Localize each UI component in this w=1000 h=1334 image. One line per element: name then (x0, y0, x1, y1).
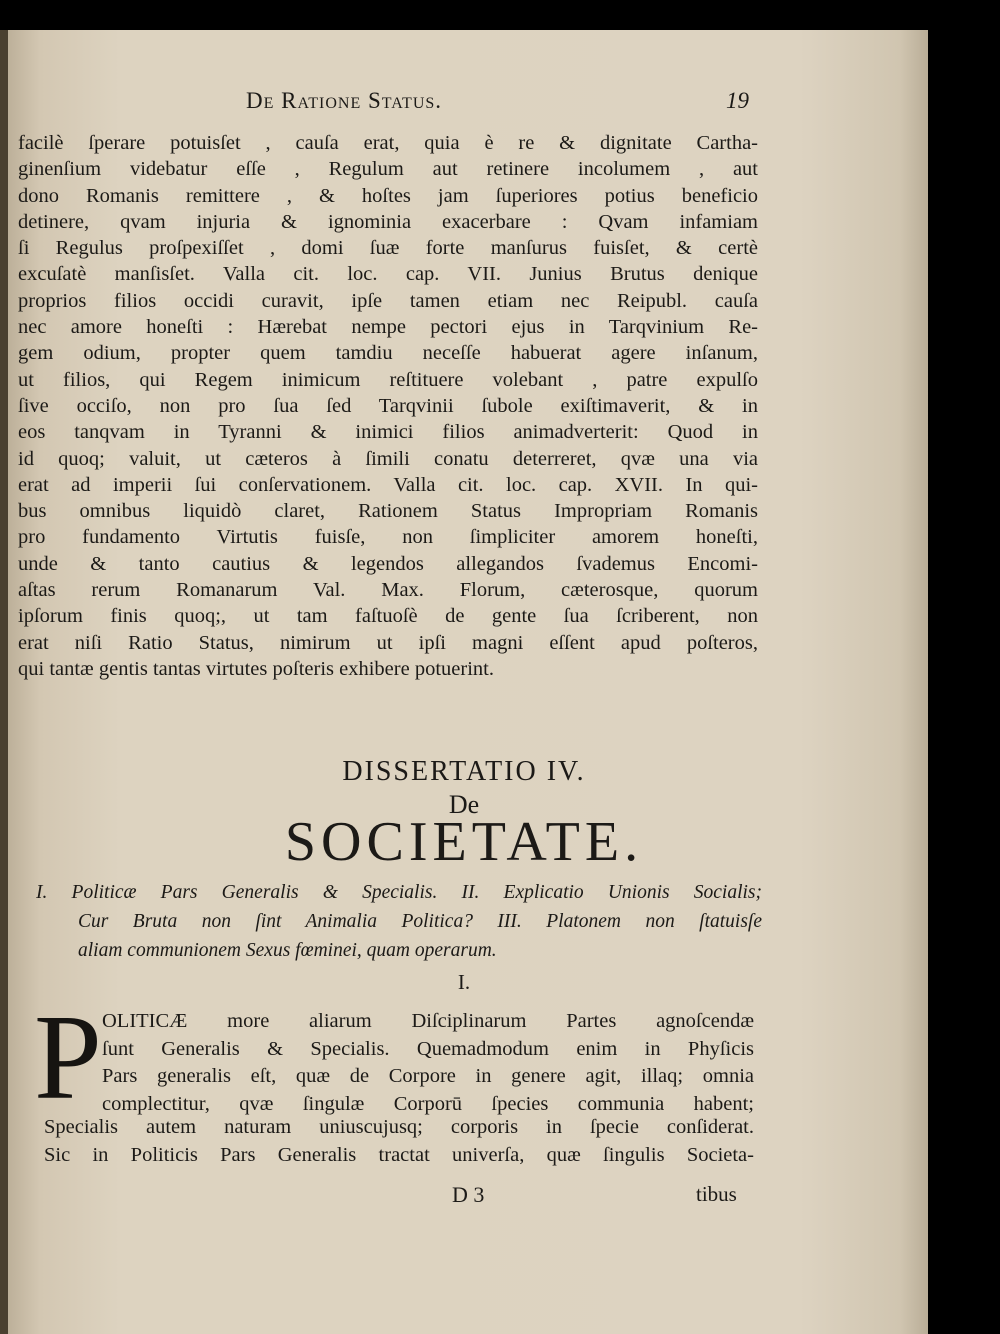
text-line: aſtas rerum Romanarum Val. Max. Florum, cæterosque, quorum (18, 579, 758, 602)
dissertation-number: DISSERTATIO IV. (342, 756, 586, 787)
text-line: ipſorum finis quoq;, ut tam faſtuoſè de gente ſua ſcriberent, non (18, 605, 758, 628)
signature-mark: D 3 (452, 1182, 485, 1207)
summary-line: Cur Bruta non ſint Animalia Politica? III. Platonem non ſtatuisſe (78, 911, 762, 932)
text-line: Sic in Politicis Pars Generalis tractat univerſa, quæ ſingulis Societa- (44, 1143, 754, 1166)
text-line: ginenſium videbatur eſſe , Regulum aut retinere incolumem , aut (18, 158, 758, 181)
paragraph-first (102, 1008, 754, 1118)
summary-line: I. Politicæ Pars Generalis & Specialis. II. Explicatio Unionis Socialis; (36, 882, 762, 903)
text-line: pro fundamento Virtutis fuisſe, non ſimpliciter amorem honeſti, (18, 526, 758, 549)
text-line: id quoq; valuit, ut cæteros à ſimili conatu deterreret, qvæ una via (18, 447, 758, 470)
paragraph-continued (44, 1114, 754, 1169)
text-line: Specialis autem naturam uniuscujusq; corporis in ſpecie conſiderat. (44, 1116, 754, 1138)
text-line: qui tantæ gentis tantas virtutes poſteris exhibere potuerint. (18, 657, 494, 680)
text-line: dono Romanis remittere , & hoſtes jam ſuperiores potius beneficio (18, 184, 758, 207)
catchword: tibus (696, 1182, 737, 1206)
text-line: nec amore honeſti : Hærebat nempe pectori ejus in Tarqvinium Re- (18, 316, 758, 339)
section-number: I. (457, 970, 471, 994)
body-text (18, 130, 758, 682)
summary-line: aliam communionem Sexus fœminei, quam operarum. (78, 940, 497, 961)
text-line: facilè ſperare potuisſet , cauſa erat, quia è re & dignitate Cartha- (18, 132, 758, 154)
running-head (0, 88, 928, 118)
text-line: ſive occiſo, non pro ſua ſed Tarqvinii ſubole exiſtimaverit, & in (18, 394, 758, 417)
text-line: complectitur, qvæ ſingulæ Corporū ſpecies communia habent; (102, 1092, 754, 1115)
dissertation-title: SOCIETATE. (284, 811, 644, 873)
text-line: proprios filios occidi curavit, ipſe tamen etiam nec Reipubl. cauſa (18, 289, 758, 312)
book-page (0, 30, 928, 1334)
text-line: unde & tanto cautius & legendos allegandos ſvademus Encomi- (18, 552, 758, 575)
drop-cap: P (34, 990, 102, 1125)
text-line: ſi Regulus proſpexiſſet , domi ſuæ forte manſurus fuisſet, & certè (18, 237, 758, 260)
page-number: 19 (726, 88, 749, 113)
text-line: ut filios, qui Regem inimicum reſtituere volebant , patre expulſo (18, 368, 758, 391)
text-line: bus omnibus liquidò claret, Rationem Status Impropriam Romanis (18, 500, 758, 523)
text-line: eos tanqvam in Tyranni & inimici filios animadverterit: Quod in (18, 421, 758, 444)
text-line: detinere, qvam injuria & ignominia exacerbare : Qvam infamiam (18, 210, 758, 233)
running-title: De Ratione Status. (246, 88, 443, 113)
text-line: Pars generalis eſt, quæ de Corpore in genere agit, illaq; omnia (102, 1065, 754, 1087)
text-line: OLITICÆ more aliarum Diſciplinarum Partes agnoſcendæ (102, 1010, 754, 1032)
text-line: erat niſi Ratio Status, nimirum ut ipſi magni eſſent apud poſteros, (18, 631, 758, 654)
text-line: gem odium, propter quem tamdiu neceſſe habuerat agere inſanum, (18, 342, 758, 365)
text-line: excuſatè manſisſet. Valla cit. loc. cap. VII. Junius Brutus denique (18, 263, 758, 286)
text-line: ſunt Generalis & Specialis. Quemadmodum enim in Phyſicis (102, 1037, 754, 1060)
text-line: erat ad imperii ſui conſervationem. Valla cit. loc. cap. XVII. In qui- (18, 473, 758, 496)
dissertation-de: De (448, 790, 480, 819)
chapter-summary (36, 878, 762, 965)
